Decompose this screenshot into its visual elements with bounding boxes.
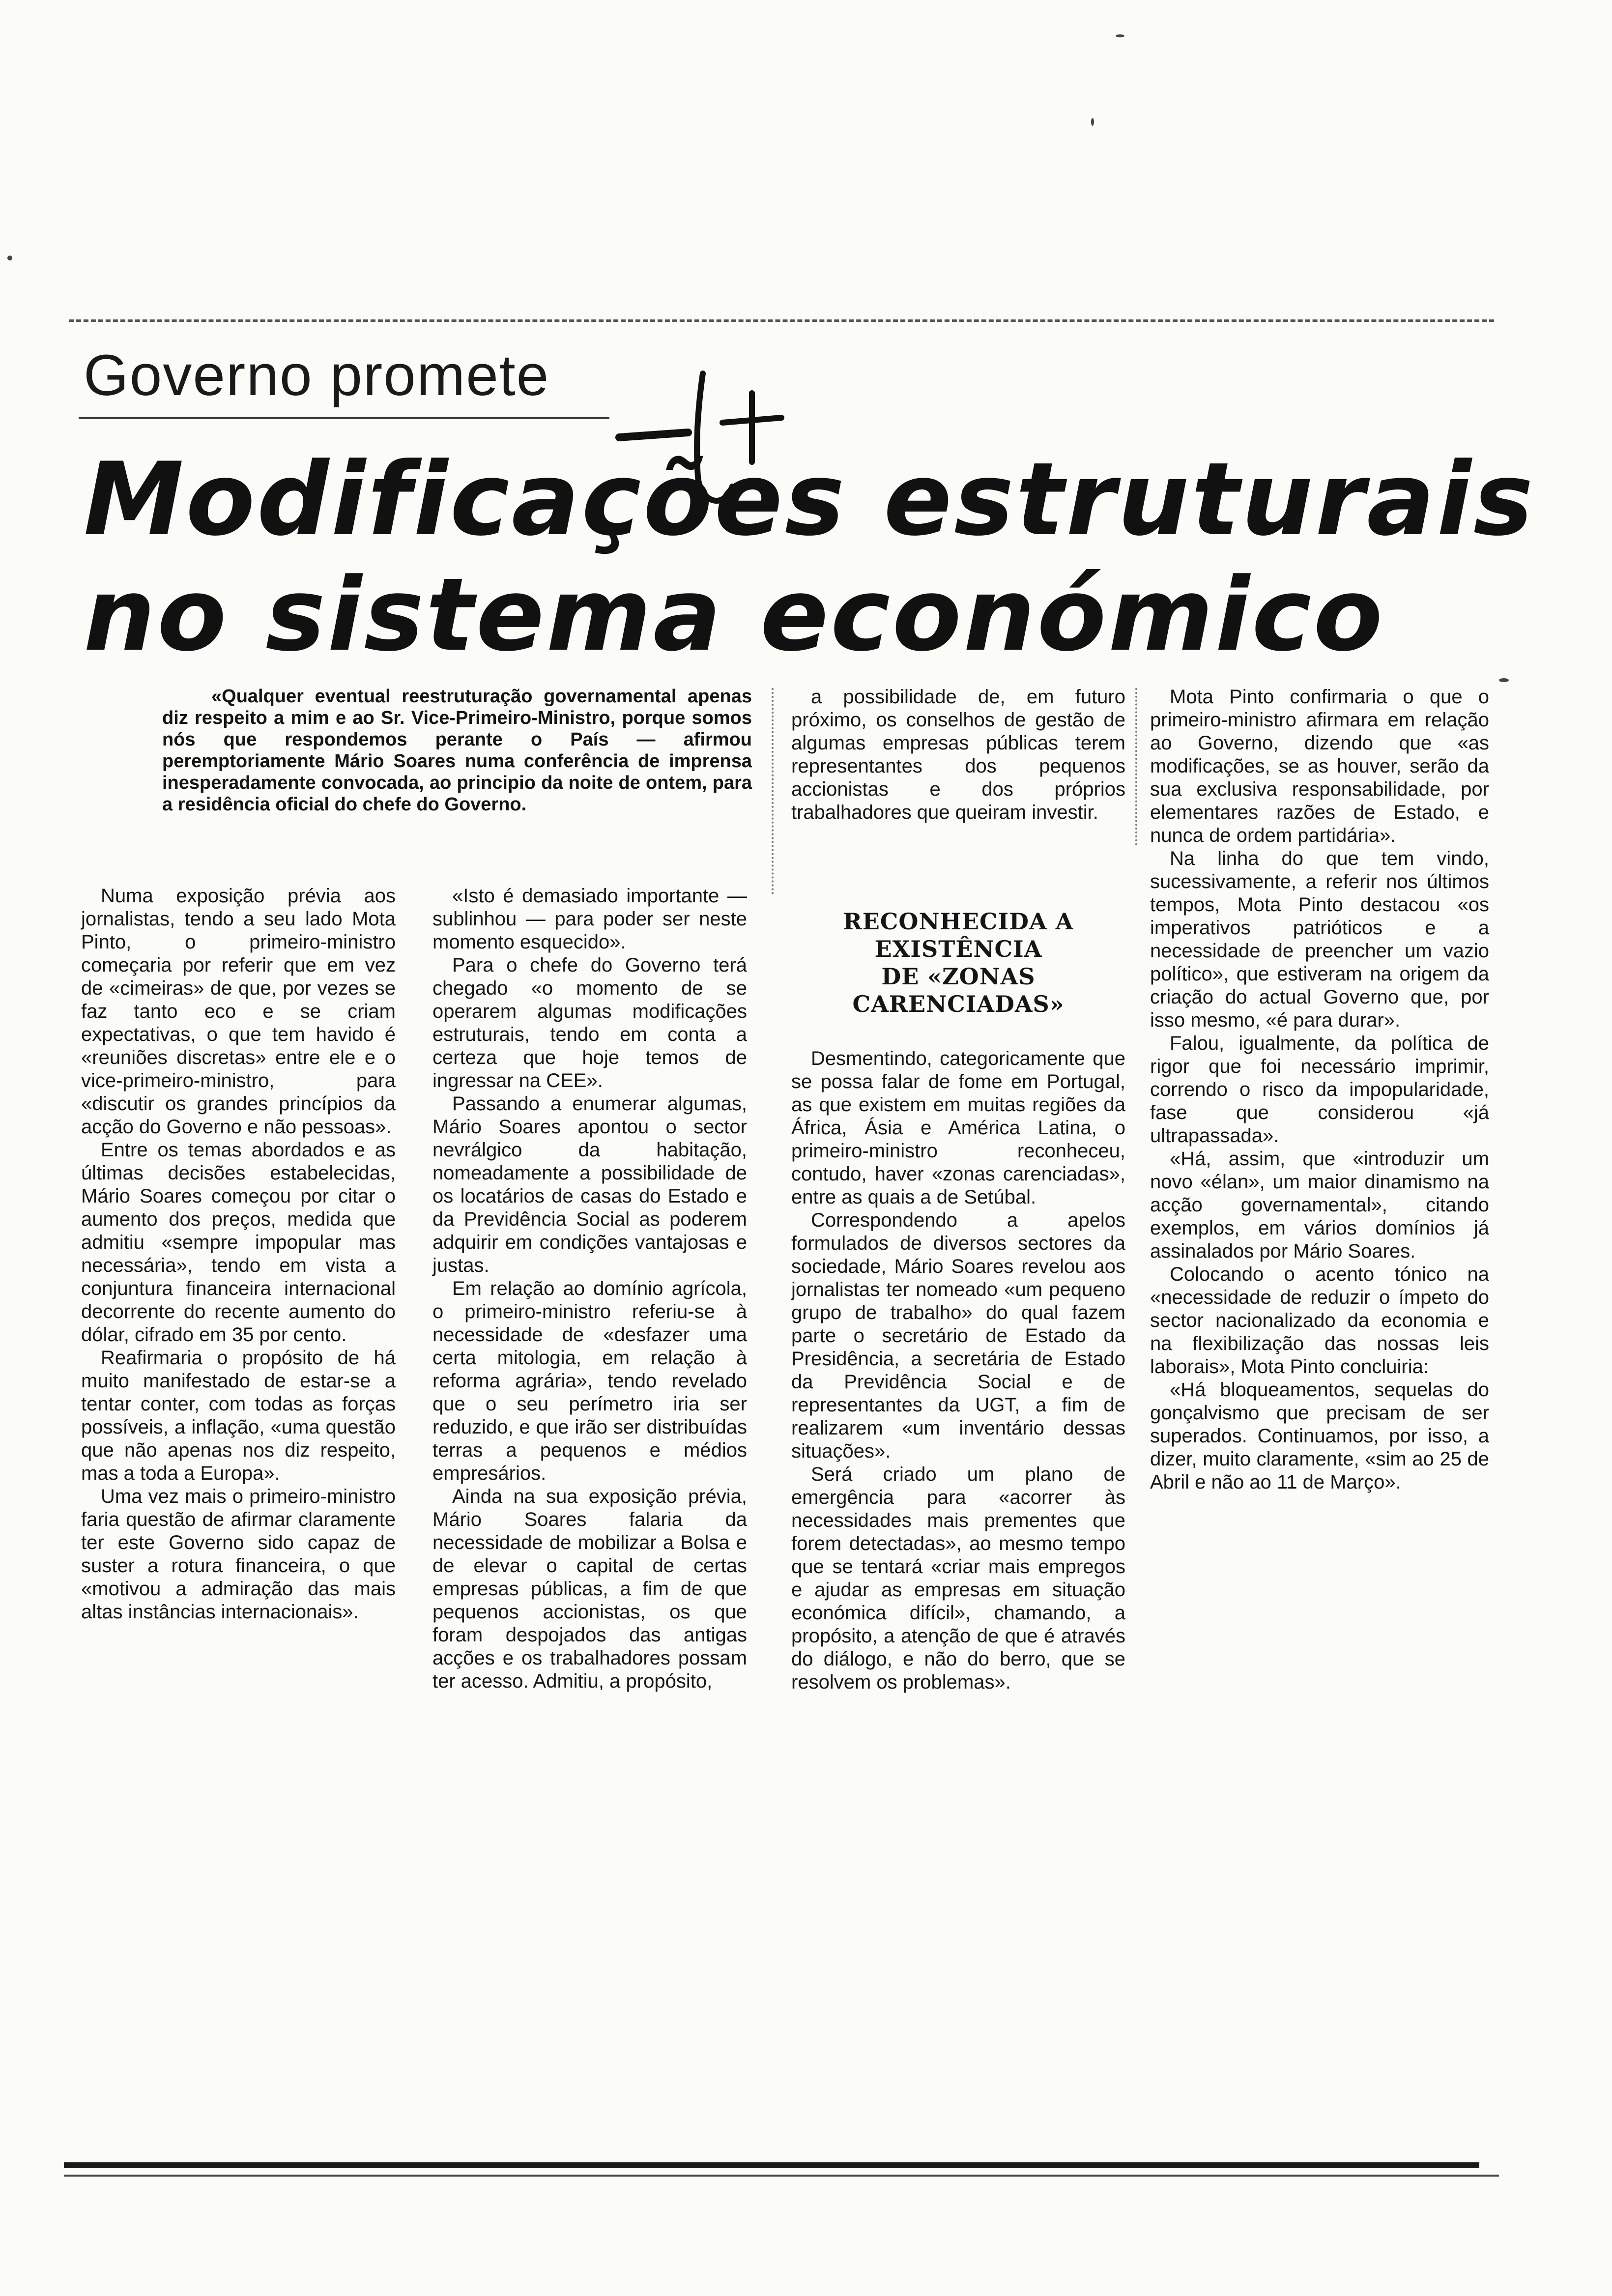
column-divider [1135,688,1137,845]
article-column-4 [1150,686,1489,1494]
clipping-bottom-rule-thin [64,2175,1499,2177]
kicker-underline [79,417,609,419]
subhead-line-1: RECONHECIDA A EXISTÊNCIA [843,908,1074,962]
clipping-bottom-rule [64,2162,1479,2168]
scan-speck [7,256,12,260]
paragraph: Desmentindo, categoricamente que se possa falar de fome em Portugal, as que existem em muitas regiões da África, Ásia e América Latina, o primeiro-ministro reconheceu, contudo, haver «zonas carenciadas», entre as quais a de Setúbal. [791,1048,1125,1208]
column-divider [772,688,774,894]
paragraph: Na linha do que tem vindo, sucessivamente, a referir nos últimos tempos, Mota Pinto destacou «os imperativos patrióticos e a necessidade de preencher um vazio político», que estiveram na origem da criação do actual Governo que, por isso mesmo, «é para durar». [1150,848,1489,1031]
paragraph: Colocando o acento tónico na «necessidade de reduzir o ímpeto do sector nacionalizado da economia e na flexibilização das nossas leis laborais», Mota Pinto concluiria: [1150,1263,1489,1378]
paragraph: Correspondendo a apelos formulados de diversos sectores da sociedade, Mário Soares revelou aos jornalistas ter nomeado «um pequeno grupo de trabalho» do qual fazem parte o secretário de Estado da Presidência, a secretária de Estado da Previdência Social e de representantes da UGT, a fim de realizarem «um inventário dessas situações». [791,1209,1125,1462]
article-column-2 [432,885,747,1693]
scan-speck [1116,34,1124,37]
paragraph: «Há bloqueamentos, sequelas do gonçalvismo que precisam de ser superados. Continuamos, por isso, a dizer, muito claramente, «sim ao 25 de Abril e não ao 11 de Março». [1150,1379,1489,1493]
paragraph: Mota Pinto confirmaria o que o primeiro-ministro afirmara em relação ao Governo, dizendo que «as modificações, se as houver, serão da sua exclusiva responsabilidade, por elementares razões de Estado, e nunca de ordem partidária». [1150,686,1489,846]
article-column-1 [81,885,396,1624]
paragraph: a possibilidade de, em futuro próximo, os conselhos de gestão de algumas empresas públicas terem representantes dos pequenos accionistas e dos próprios trabalhadores que queiram investir. [791,686,1125,823]
paragraph: Passando a enumerar algumas, Mário Soares apontou o sector nevrálgico da habitação, nomeadamente a possibilidade de os locatários de casas do Estado e da Previdência Social as poderem adquirir em condições vantajosas e justas. [432,1093,747,1276]
headline-line-1: Modificações estruturais [84,441,1535,558]
paragraph: Será criado um plano de emergência para «acorrer às necessidades mais prementes que forem detectadas», ao mesmo tempo que se tentará «criar mais empregos e ajudar as empresas em situação económica difícil», chamando, a propósito, a atenção de que é através do diálogo, e não do berro, que se resolvem os problemas». [791,1464,1125,1693]
paragraph: Em relação ao domínio agrícola, o primeiro-ministro referiu-se à necessidade de «desfazer uma certa mitologia, em relação à reforma agrária», tendo revelado que o seu perímetro iria ser reduzido, e que irão ser distribuídas terras a pequenos e médios empresários. [432,1278,747,1484]
paragraph: Uma vez mais o primeiro-ministro faria questão de afirmar claramente ter este Governo sido capaz de suster a rotura financeira, o que «motivou a admiração das mais altas instâncias internacionais». [81,1486,396,1623]
clipping-top-border [69,319,1494,322]
headline-line-2: no sistema económico [84,557,1385,674]
paragraph: Entre os temas abordados e as últimas decisões estabelecidas, Mário Soares começou por citar o aumento dos preços, medida que admitiu «sempre impopular mas necessária», tendo em vista a conjuntura financeira internacional decorrente do recente aumento do dólar, cifrado em 35 por cento. [81,1139,396,1346]
paragraph: Para o chefe do Governo terá chegado «o momento de se operarem algumas modificações estruturais, tendo em conta a certeza que hoje temos de ingressar na CEE». [432,954,747,1091]
article-kicker: Governo promete [84,343,550,408]
scan-speck [1091,118,1094,126]
paragraph: «Isto é demasiado importante — sublinhou — para poder ser neste momento esquecido». [432,885,747,953]
article-lead: «Qualquer eventual reestruturação governamental apenas diz respeito a mim e ao Sr. Vice-Primeiro-Ministro, porque somos nós que respondemos perante o País — afirmou peremptoriamente Mário Soares numa conferência de imprensa inesperadamente convocada, ao principio da noite de ontem, para a residência oficial do chefe do Governo. [162,686,752,815]
paragraph: Ainda na sua exposição prévia, Mário Soares falaria da necessidade de mobilizar a Bolsa e de elevar o capital de certas empresas públicas, a fim de que pequenos accionistas, os que foram despojados das antigas acções e os trabalhadores possam ter acesso. Admitiu, a propósito, [432,1486,747,1692]
paragraph: Falou, igualmente, da política de rigor que foi necessário imprimir, correndo o risco da impopularidade, fase que considerou «já ultrapassada». [1150,1033,1489,1147]
subhead-line-2: DE «ZONAS CARENCIADAS» [852,963,1065,1017]
article-column-3 [791,686,1125,1694]
section-subhead [791,908,1125,1018]
paragraph: Numa exposição prévia aos jornalistas, tendo a seu lado Mota Pinto, o primeiro-ministro começaria por referir que em vez de «cimeiras» de que, por vezes se faz tanto eco e se criam expectativas, o que tem havido é «reuniões discretas» entre ele e o vice-primeiro-ministro, para «discutir os grandes princípios da acção do Governo e não pessoas». [81,885,396,1138]
scan-speck [1499,678,1509,682]
paragraph: Reafirmaria o propósito de há muito manifestado de estar-se a tentar conter, com todas as forças possíveis, a inflação, «uma questão que não apenas nos diz respeito, mas a toda a Europa». [81,1347,396,1484]
paragraph: «Há, assim, que «introduzir um novo «élan», um maior dinamismo na acção governamental», citando exemplos, em vários domínios já assinalados por Mário Soares. [1150,1148,1489,1262]
